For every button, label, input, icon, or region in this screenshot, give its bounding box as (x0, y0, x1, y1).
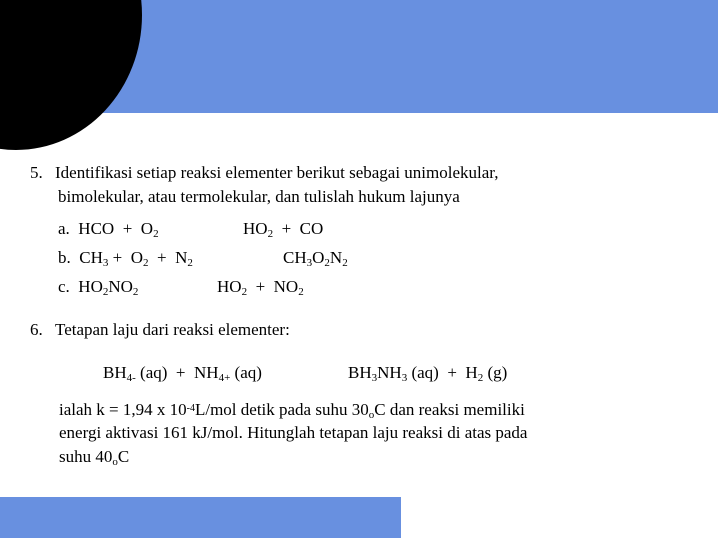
q6-para-line2: energi aktivasi 161 kJ/mol. Hitunglah tetapan laju reaksi di atas pada (59, 423, 528, 442)
decorative-circle (0, 0, 142, 150)
q6-reactants: $BH_{4-}$ $(aq) + NH_{4+}$ (aq) (103, 363, 262, 384)
q5-reaction-a-products: $HO_2$ + CO (243, 219, 324, 240)
q5-reaction-a: a. HCO + $O_2$ (58, 219, 159, 240)
q5-line1: Identifikasi setiap reaksi elementer berikut sebagai unimolekular, (55, 163, 499, 182)
item-label: a. (58, 219, 70, 238)
q5-reaction-b-products: $CH_3O_2N_2$ (283, 248, 348, 269)
q5-number: 5. (30, 163, 43, 182)
q5-line2: bimolekular, atau termolekular, dan tulislah hukum lajunya (58, 187, 460, 206)
q5-reaction-b: b. $CH_3 + O_2 + N_2$ (58, 248, 193, 269)
q5-reaction-c-products: $HO_2 + NO_2$ (217, 277, 304, 298)
item-label: b. (58, 248, 71, 267)
q6-para-line3: suhu $40_oC$ (59, 447, 130, 468)
item-label: c. (58, 277, 70, 296)
q6-para-line1: ialah k = 1,94 x $10^{-4}L$/mol detik pada suhu $30_oC$ dan reaksi memiliki (59, 400, 525, 421)
q6-line1: Tetapan laju dari reaksi elementer: (55, 320, 290, 339)
footer-band (0, 497, 401, 538)
q5-reaction-c: c. $HO_2NO_2$ (58, 277, 139, 298)
q6-number: 6. (30, 320, 43, 339)
q6-products: $BH_3NH_3$ $(aq) + H_2$ (g) (348, 363, 508, 384)
